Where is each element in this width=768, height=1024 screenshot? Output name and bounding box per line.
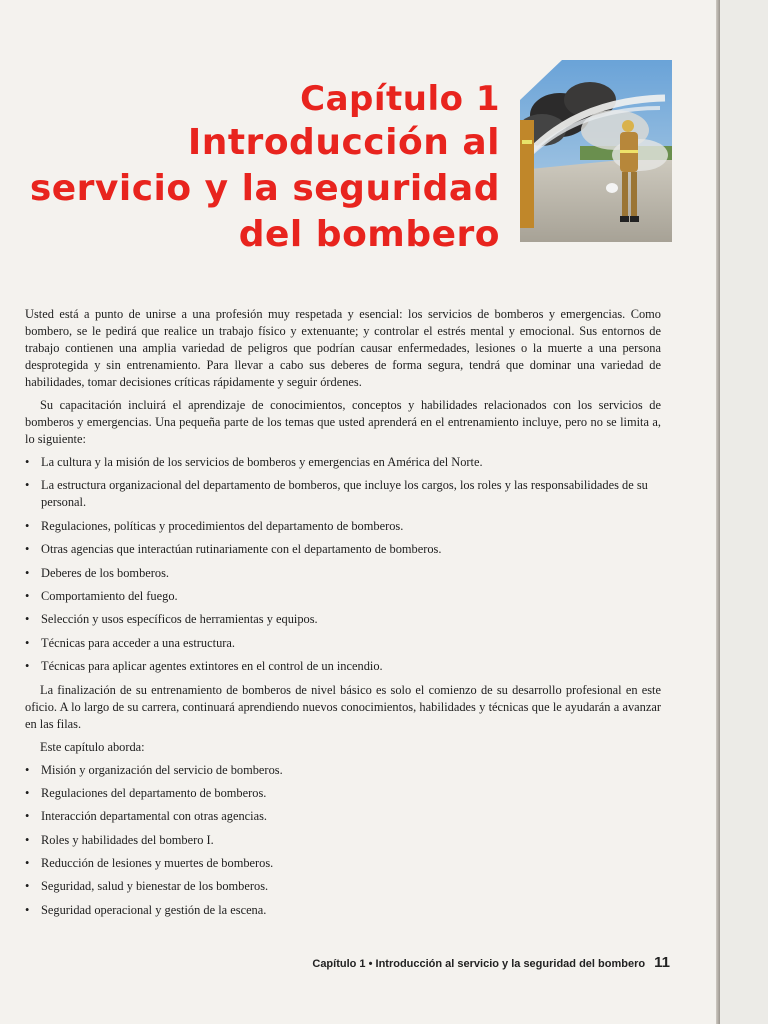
chapter-title-line-1: Introducción al <box>187 122 500 163</box>
list-item: • Interacción departamental con otras agencias. <box>25 808 661 825</box>
chapter-body <box>25 306 661 925</box>
chapter-title-line-3: del bombero <box>238 214 500 255</box>
page-number: 11 <box>654 954 670 971</box>
list-item: • Misión y organización del servicio de bomberos. <box>25 762 661 779</box>
running-title: Capítulo 1 • Introducción al servicio y la seguridad del bombero <box>312 958 646 970</box>
list-item: • Otras agencias que interactúan rutinariamente con el departamento de bomberos. <box>25 541 661 558</box>
intro-paragraph: Usted está a punto de unirse a una profesión muy respetada y esencial: los servicios de bomberos y emergencias. Como bombero, se le pedirá que realice un trabajo físico y extenuante; y controlar el estrés mental y emocional. Sus entornos de trabajo contienen una amplia variedad de peligros que podrían causar enfermedades, lesiones o la muerte a una persona desprotegida y sin entrenamiento. Para llevar a cabo sus deberes de forma segura, tendrá que dominar una variedad de habilidades, tomar decisiones críticas rápidamente y seguir órdenes. <box>25 307 661 389</box>
list-item: • Seguridad, salud y bienestar de los bomberos. <box>25 878 661 895</box>
list-item: • Comportamiento del fuego. <box>25 588 661 605</box>
chapter-intro: Este capítulo aborda: <box>40 739 145 754</box>
list-item: • Seguridad operacional y gestión de la escena. <box>25 902 661 919</box>
page-edge <box>716 0 720 1024</box>
chapter-topics-list <box>25 762 661 919</box>
list-item: • Reducción de lesiones y muertes de bomberos. <box>25 855 661 872</box>
training-topics-list <box>25 454 661 675</box>
page-shade <box>720 0 768 1024</box>
chapter-title-block <box>20 78 500 258</box>
chapter-label: Capítulo 1 <box>300 79 500 119</box>
firefighters-photo <box>520 60 672 242</box>
list-item: • Regulaciones, políticas y procedimientos del departamento de bomberos. <box>25 518 661 535</box>
list-item: • Roles y habilidades del bombero I. <box>25 832 661 849</box>
list-item: • Técnicas para aplicar agentes extintores en el control de un incendio. <box>25 658 661 675</box>
list-item: • La cultura y la misión de los servicios de bomberos y emergencias en América del Norte. <box>25 454 661 471</box>
list-item: • Regulaciones del departamento de bomberos. <box>25 785 661 802</box>
page-footer <box>300 954 670 971</box>
list-item: • Selección y usos específicos de herramientas y equipos. <box>25 611 661 628</box>
list-item: • Deberes de los bomberos. <box>25 565 661 582</box>
training-intro-paragraph: Su capacitación incluirá el aprendizaje de conocimientos, conceptos y habilidades relacionados con los servicios de bomberos y emergencias. Una pequeña parte de los temas que usted aprenderá en el entrenamiento incluye, pero no se limita a, lo siguiente: <box>25 398 661 446</box>
list-item: • La estructura organizacional del departamento de bomberos, que incluye los cargos, los roles y las responsabilidades de su personal. <box>25 477 661 511</box>
firefighters-photo-illustration <box>520 60 672 242</box>
chapter-title-line-2: servicio y la seguridad <box>29 168 500 209</box>
career-paragraph: La finalización de su entrenamiento de bomberos de nivel básico es solo el comienzo de su desarrollo profesional en este oficio. A lo largo de su carrera, continuará aprendiendo nuevos conocimientos, habilidades y técnicas que le ayudarán a avanzar en las filas. <box>25 682 661 731</box>
list-item: • Técnicas para acceder a una estructura. <box>25 635 661 652</box>
